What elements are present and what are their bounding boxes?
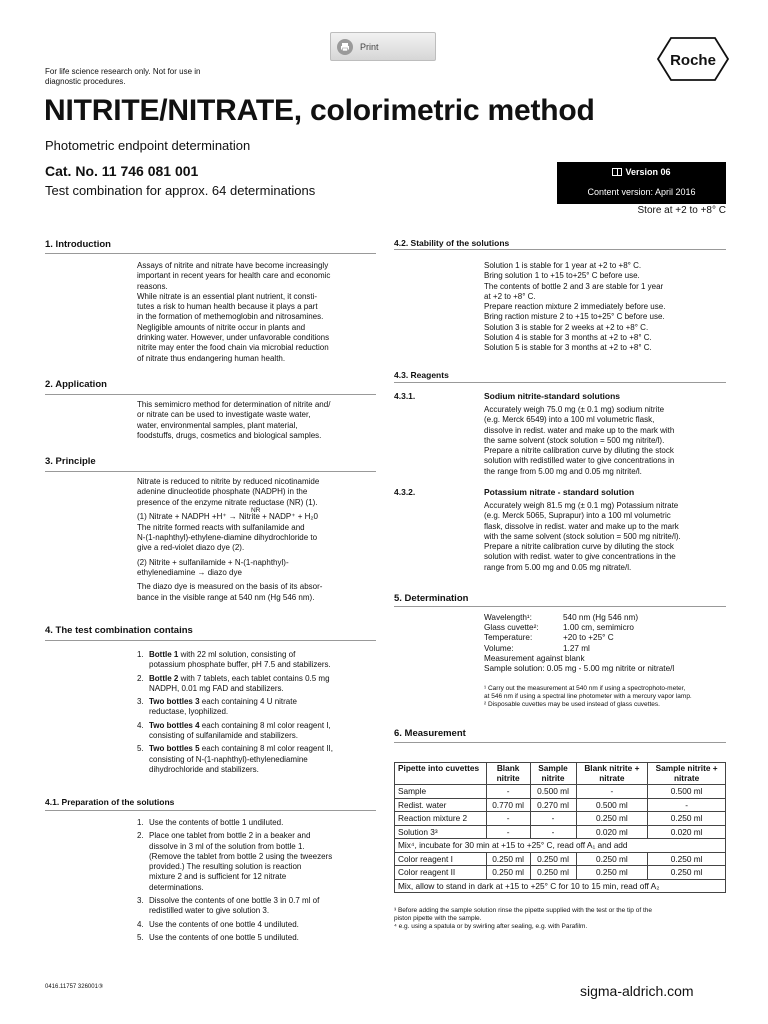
table-row: Color reagent I 0.250 ml 0.250 ml 0.250 ml 0.250 ml (395, 852, 726, 866)
print-label: Print (360, 41, 379, 52)
application-text: This semimicro method for determination of nitrite and/ or nitrate can be used to investigate waste water, water, environmental samples, plant material, foodstuffs, drugs, cosmetics and biological samples. (137, 400, 331, 440)
measurement-footnotes: ³ Before adding the sample solution rinse the pipette supplied with the test or the tip of the piston pipette with the sample. ⁴ e.g. using a spatula or by swirling after sealing, e.g. with Parafilm. (394, 907, 652, 930)
stability-text: Solution 1 is stable for 1 year at +2 to +8° C. Bring solution 1 to +15 to+25° C before use. The contents of bottle 2 and 3 are stable for 1 year at +2 to +8° C. Prepare reaction mixture 2 immediately before use. Bring raction misture 2 to +15 to+25° C before use. Solution 3 is stable for 2 weeks at +2 to +8° C. Solution 4 is stable for 3 months at +2 to +8° C. Solution 5 is stable for 3 months at +2 to +8° C. (484, 261, 666, 353)
table-row: Redist. water 0.770 ml 0.270 ml 0.500 ml - (395, 798, 726, 812)
section-determination-heading: 5. Determination (394, 593, 469, 604)
introduction-text: Assays of nitrite and nitrate have become increasingly important in recent years for health care and economic reasons. While nitrate is an essential plant nutrient, it consti- tutes a risk to human health because it plays a part in the formation of methemoglobin and nitrosamines. Negligible amounts of nitrite occur in plants and drinking water. However, under unfavorable conditions nitrite may enter the food chain via microbial reduction of nitrate thus endangering human health. (137, 261, 331, 363)
list-item: 4. Use the contents of one bottle 4 undiluted. (137, 919, 299, 929)
determination-footnotes: ¹ Carry out the measurement at 540 nm if using a spectrophoto-meter, at 546 nm if using a spectral line photometer with a mercury vapor lamp. ² Disposable cuvettes may be used instead of glass cuvettes. (484, 685, 692, 708)
table-row: Mix, allow to stand in dark at +15 to +25° C for 10 to 15 min, read off A₂ (395, 879, 726, 893)
column-header: Sample nitrite + nitrate (648, 763, 726, 785)
table-row: Solution 3³ - - 0.020 ml 0.020 ml (395, 825, 726, 839)
list-item: 2. Bottle 2 with 7 tablets, each tablet contains 0.5 mg NADPH, 0.01 mg FAD and stabilizers. (137, 673, 330, 693)
principle-text: Nitrate is reduced to nitrite by reduced nicotinamide adenine dinucleotide phosphate (NADPH) in the presence of the enzyme nitrate reductase (NR) (1). (1) Nitrate + NADPH +H⁺ → Nitrite + NADP⁺ + H₂0 NR The nitrite formed reacts with sulfanilamide and N-(1-naphthyl)-ethylene-diamine dihydrochloride to give a red-violet diazo dye (2). (2) Nitrite + sulfanilamide + N-(1-naphthyl)- ethylenediamine → diazo dye The diazo dye is measured on the basis of its absor- bance in the visible range at 540 nm (Hg 546 nm). (137, 477, 323, 602)
version-label: Version 06 (557, 167, 726, 177)
section-introduction-heading: 1. Introduction (45, 239, 111, 250)
reagent-2-text: Accurately weigh 81.5 mg (± 0.1 mg) Potassium nitrate (e.g. Merck 5065, Suprapur) into a 100 ml volumetric flask, dissolve in redist. water and make up to the mark with the same solvent (stock solution = 500 mg nitrite/l). Prepare a nitrite calibration curve by diluting the stock solution with redist. water to give concentrations in the range from 5.00 mg and 0.05 mg nitrate/l. (484, 501, 681, 572)
test-combination: Test combination for approx. 64 determinations (45, 183, 316, 198)
svg-text:Roche: Roche (670, 52, 716, 69)
measurement-table (394, 762, 726, 893)
list-item: 4. Two bottles 4 each containing 8 ml color reagent I, consisting of sulfanilamide and stabilizers. (137, 720, 331, 741)
enzyme-label: NR (251, 506, 261, 514)
table-row: Sample - 0.500 ml - 0.500 ml (395, 785, 726, 799)
section-preparation-heading: 4.1. Preparation of the solutions (45, 797, 175, 807)
column-header: Blank nitrite (486, 763, 530, 785)
document-code: 0416.11757 326001③ (45, 984, 104, 990)
disclaimer: For life science research only. Not for use in diagnostic procedures. (45, 67, 201, 86)
version-box (557, 162, 726, 204)
section-application-heading: 2. Application (45, 379, 107, 390)
list-item: 1. Use the contents of bottle 1 undiluted. (137, 818, 284, 827)
reagent-2-number: 4.3.2. (394, 487, 416, 497)
table-row: Color reagent II 0.250 ml 0.250 ml 0.250 ml 0.250 ml (395, 866, 726, 880)
section-contains-heading: 4. The test combination contains (45, 625, 193, 636)
printer-icon (337, 39, 353, 55)
reagent-1-number: 4.3.1. (394, 391, 416, 401)
column-header: Sample nitrite (530, 763, 576, 785)
section-stability-heading: 4.2. Stability of the solutions (394, 238, 510, 248)
print-button[interactable] (330, 32, 436, 61)
storage-info: Store at +2 to +8° C (637, 205, 726, 216)
contents-list (137, 650, 333, 778)
section-reagents-heading: 4.3. Reagents (394, 370, 449, 380)
list-item: 1. Bottle 1 with 22 ml solution, consisting of potassium phosphate buffer, pH 7.5 and stabilizers. (137, 650, 331, 670)
column-header: Pipette into cuvettes (395, 763, 487, 785)
reaction-1: (1) Nitrate + NADPH +H⁺ → Nitrite + NADP⁺ + H₂0 (137, 511, 318, 521)
list-item: 5. Use the contents of one bottle 5 undiluted. (137, 932, 299, 942)
column-header: Blank nitrite + nitrate (576, 763, 648, 785)
roche-logo (657, 36, 729, 82)
determination-parameters: Wavelength¹: 540 nm (Hg 546 nm) Glass cuvette²: 1.00 cm, semimicro Temperature: +20 to +25° C Volume: 1.27 ml Measurement against blank Sample solution: 0.05 mg - 5.00 mg nitrite or nitrate/l (484, 613, 675, 674)
section-principle-heading: 3. Principle (45, 456, 96, 467)
reagent-1-text: Accurately weigh 75.0 mg (± 0.1 mg) sodium nitrite (e.g. Merck 6549) into a 100 ml volumetric flask, dissolve in redist. water and make up to the mark with the same solvent (stock solution = 500 mg nitrite/l). Prepare a nitrite calibration curve by diluting the stock solution with redistilled water to give concentrations in the range from 5.00 mg and 0.05 mg nitrite/l. (484, 405, 675, 476)
table-row: Reaction mixture 2 - - 0.250 ml 0.250 ml (395, 812, 726, 826)
list-item: 2. Place one tablet from bottle 2 in a beaker and dissolve in 3 ml of the solution from bottle 1. (Remove the tablet from bottle 2 using the tweezers provided.) The resulting solution is reaction mixture 2 and is sufficient for 12 nitrate determinations. (137, 831, 333, 892)
list-item: 3. Two bottles 3 each containing 4 U nitrate reductase, lyophilized. (137, 697, 297, 717)
manual-icon (612, 168, 622, 176)
reaction-2: (2) Nitrite + sulfanilamide + N-(1-naphthyl)- (137, 557, 289, 567)
content-version: Content version: April 2016 (587, 187, 696, 197)
reagent-1-title: Sodium nitrite-standard solutions (484, 391, 621, 401)
list-item: 5. Two bottles 5 each containing 8 ml color reagent II, consisting of N-(1-naphthyl)-ethylenediamine dihydrochloride and stabilizers. (137, 744, 333, 774)
table-header-row (395, 763, 726, 785)
reagent-2-title: Potassium nitrate - standard solution (484, 487, 635, 497)
page-title: NITRITE/NITRATE, colorimetric method (44, 94, 595, 127)
catalog-number: Cat. No. 11 746 081 001 (45, 163, 199, 179)
page-subtitle: Photometric endpoint determination (45, 138, 251, 153)
preparation-list (137, 818, 332, 946)
list-item: 3. Dissolve the contents of one bottle 3 in 0.7 ml of redistilled water to give solution 3. (137, 896, 320, 916)
section-measurement-heading: 6. Measurement (394, 728, 466, 739)
table-row: Mix⁴, incubate for 30 min at +15 to +25° C, read off A₁ and add (395, 839, 726, 853)
brand-link[interactable]: sigma-aldrich.com (580, 983, 694, 999)
